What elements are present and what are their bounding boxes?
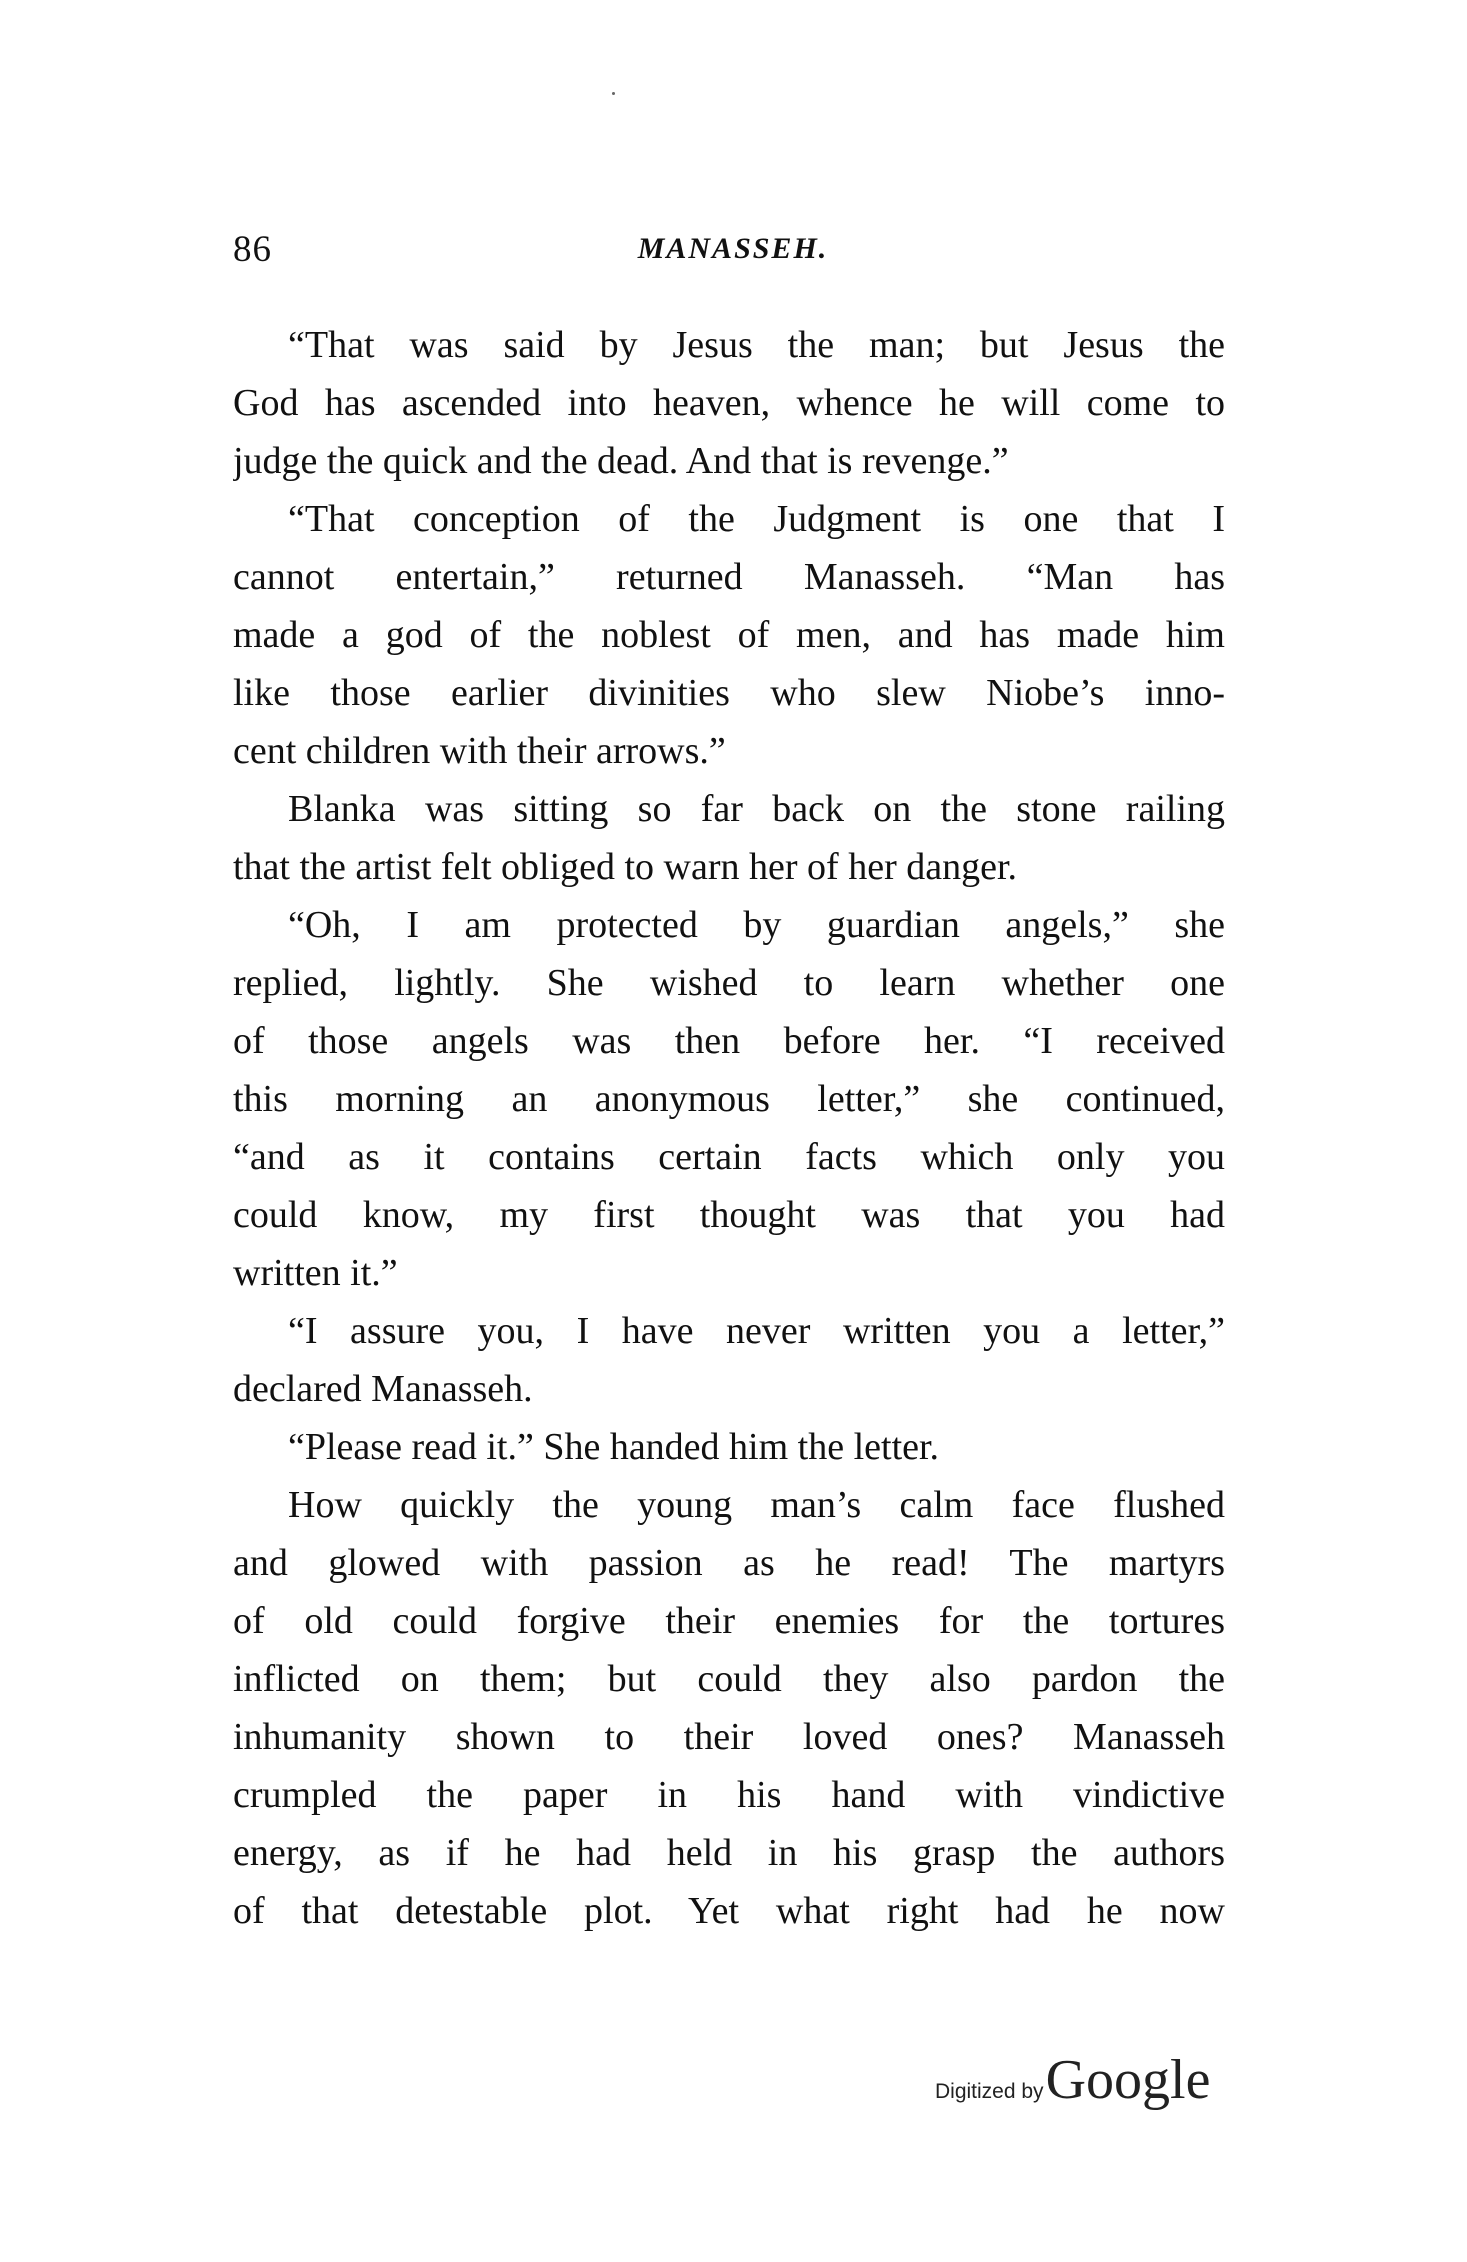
text-line: replied, lightly. She wished to learn whether one — [233, 962, 1225, 1004]
text-line: God has ascended into heaven, whence he will come to — [233, 382, 1225, 424]
text-line: cannot entertain,” returned Manasseh. “Man has — [233, 556, 1225, 598]
page-header — [233, 228, 1233, 278]
text-line: “I assure you, I have never written you a letter,” — [288, 1310, 1225, 1352]
text-line: energy, as if he had held in his grasp the authors — [233, 1832, 1225, 1874]
digitized-label: Digitized by — [935, 2080, 1044, 2103]
text-line: cent children with their arrows.” — [233, 730, 726, 772]
text-line: crumpled the paper in his hand with vindictive — [233, 1774, 1225, 1816]
body-text — [233, 316, 1225, 1940]
text-line: could know, my first thought was that you had — [233, 1194, 1225, 1236]
text-line: “That conception of the Judgment is one that I — [288, 498, 1225, 540]
text-line: declared Manasseh. — [233, 1368, 533, 1410]
text-line: of old could forgive their enemies for the tortures — [233, 1600, 1225, 1642]
text-line: “That was said by Jesus the man; but Jesus the — [288, 324, 1225, 366]
text-line: of that detestable plot. Yet what right had he now — [233, 1890, 1225, 1932]
text-line: “and as it contains certain facts which only you — [233, 1136, 1225, 1178]
text-line: How quickly the young man’s calm face flushed — [288, 1484, 1225, 1526]
running-head: MANASSEH. — [637, 232, 829, 265]
text-line: like those earlier divinities who slew Niobe’s inno- — [233, 672, 1225, 714]
text-line: made a god of the noblest of men, and has made him — [233, 614, 1225, 656]
text-line: Blanka was sitting so far back on the stone railing — [288, 788, 1225, 830]
google-logo: Google — [1045, 2049, 1211, 2111]
text-line: written it.” — [233, 1252, 398, 1294]
text-line: inhumanity shown to their loved ones? Manasseh — [233, 1716, 1225, 1758]
text-line: of those angels was then before her. “I received — [233, 1020, 1225, 1062]
digitized-watermark — [935, 2048, 1211, 2111]
page-number: 86 — [233, 229, 272, 270]
text-line: this morning an anonymous letter,” she continued, — [233, 1078, 1225, 1120]
text-line: “Please read it.” She handed him the letter. — [288, 1426, 940, 1468]
text-line: that the artist felt obliged to warn her of her danger. — [233, 846, 1018, 888]
text-line: inflicted on them; but could they also pardon the — [233, 1658, 1225, 1700]
scan-speck — [612, 92, 615, 95]
text-line: judge the quick and the dead. And that is revenge.” — [233, 440, 1009, 482]
text-line: and glowed with passion as he read! The martyrs — [233, 1542, 1225, 1584]
text-line: “Oh, I am protected by guardian angels,” she — [288, 904, 1225, 946]
